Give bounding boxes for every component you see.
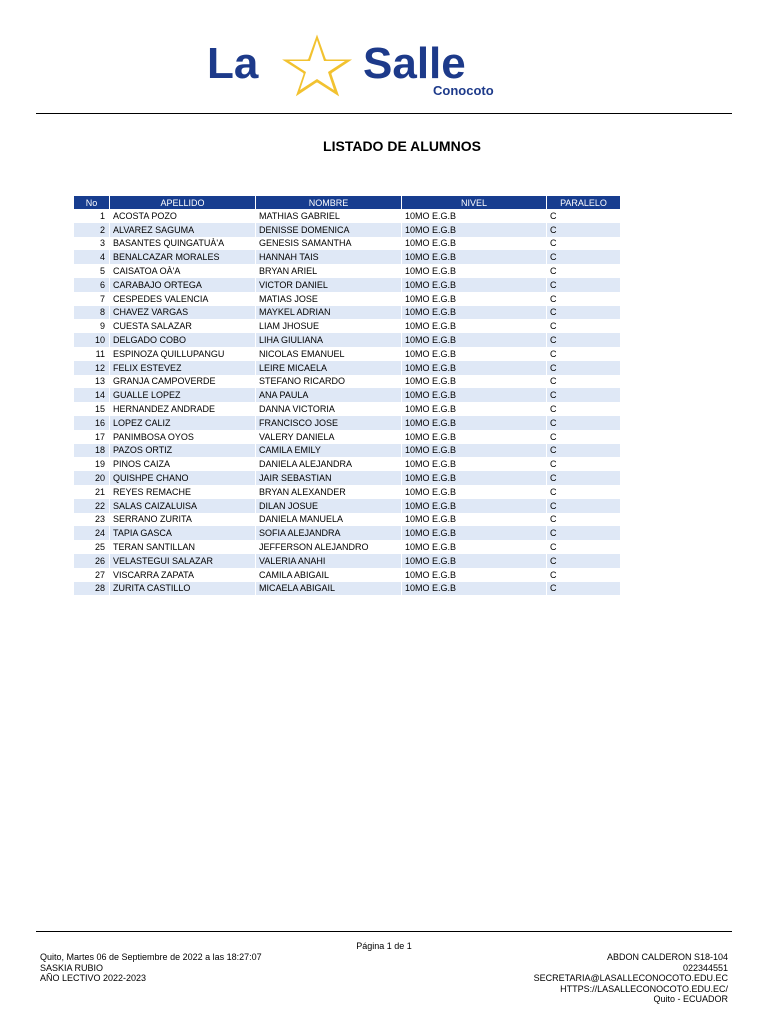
row-number: 23 (94, 514, 105, 525)
row-number: 17 (94, 431, 105, 442)
student-paralelo: C (547, 361, 620, 375)
student-paralelo: C (550, 348, 557, 359)
student-nivel: 10MO E.G.B (402, 526, 546, 540)
student-apellido: VELASTEGUI SALAZAR (110, 554, 255, 568)
row-number: 20 (74, 471, 109, 485)
footer-right (534, 952, 728, 1005)
student-apellido: TAPIA GASCA (110, 526, 255, 540)
table-row (74, 306, 620, 320)
table-row (74, 278, 620, 292)
student-nombre: STEFANO RICARDO (259, 376, 346, 387)
table-row (74, 457, 620, 471)
student-nivel: 10MO E.G.B (405, 404, 457, 415)
student-nombre: ANA PAULA (256, 388, 401, 402)
student-nivel: 10MO E.G.B (402, 471, 546, 485)
student-paralelo: C (550, 376, 557, 387)
student-nivel: 10MO E.G.B (405, 266, 457, 277)
student-nombre: BRYAN ALEXANDER (259, 486, 346, 497)
student-apellido: CHAVEZ VARGAS (110, 306, 255, 320)
student-nombre: JEFFERSON ALEJANDRO (259, 542, 369, 553)
student-paralelo: C (550, 542, 557, 553)
student-paralelo: C (550, 321, 557, 332)
row-number: 5 (99, 266, 105, 277)
student-apellido: HERNANDEZ ANDRADE (113, 404, 216, 415)
student-paralelo: C (547, 526, 620, 540)
col-nombre-header: NOMBRE (256, 196, 401, 209)
student-paralelo: C (550, 459, 557, 470)
student-apellido: SALAS CAIZALUISA (110, 499, 255, 513)
table-row (74, 388, 620, 402)
email: SECRETARIA@LASALLECONOCOTO.EDU.EC (533, 973, 728, 983)
table-row (74, 430, 620, 444)
student-nombre: DANIELA MANUELA (259, 514, 344, 525)
row-number: 16 (74, 416, 109, 430)
student-nombre: DILAN JOSUE (256, 499, 401, 513)
student-apellido: PINOS CAIZA (113, 459, 171, 470)
col-nivel-header: NIVEL (402, 196, 546, 209)
student-nivel: 10MO E.G.B (405, 569, 457, 580)
students-table (73, 196, 621, 595)
student-nombre: LEIRE MICAELA (256, 361, 401, 375)
student-paralelo: C (547, 582, 620, 596)
city-country: Quito - ECUADOR (653, 994, 728, 1004)
row-number: 26 (74, 554, 109, 568)
student-paralelo: C (550, 266, 557, 277)
student-apellido: GUALLE LOPEZ (110, 388, 255, 402)
school-logo (205, 26, 535, 100)
student-apellido: FELIX ESTEVEZ (110, 361, 255, 375)
col-paralelo-header: PARALELO (547, 196, 620, 209)
student-paralelo: C (550, 569, 557, 580)
student-nivel: 10MO E.G.B (405, 293, 457, 304)
row-number: 6 (74, 278, 109, 292)
table-row (74, 471, 620, 485)
student-paralelo: C (547, 444, 620, 458)
row-number: 19 (94, 459, 105, 470)
table-row (74, 209, 620, 223)
student-nivel: 10MO E.G.B (405, 486, 457, 497)
student-apellido: PAZOS ORTIZ (110, 444, 255, 458)
student-paralelo: C (547, 333, 620, 347)
school-year: AÑO LECTIVO 2022-2023 (40, 973, 147, 983)
student-nivel: 10MO E.G.B (405, 321, 457, 332)
student-nivel: 10MO E.G.B (405, 348, 457, 359)
student-apellido: VISCARRA ZAPATA (113, 569, 195, 580)
student-nombre: MATHIAS GABRIEL (259, 210, 340, 221)
student-nivel: 10MO E.G.B (405, 210, 457, 221)
student-nombre: LIHA GIULIANA (256, 333, 401, 347)
student-nivel: 10MO E.G.B (402, 333, 546, 347)
student-nombre: MICAELA ABIGAIL (256, 582, 401, 596)
student-nivel: 10MO E.G.B (402, 278, 546, 292)
student-apellido: CARABAJO ORTEGA (110, 278, 255, 292)
student-apellido: PANIMBOSA OYOS (113, 431, 194, 442)
student-nombre: CAMILA EMILY (256, 444, 401, 458)
student-nombre: DANIELA ALEJANDRA (259, 459, 353, 470)
student-nivel: 10MO E.G.B (405, 238, 457, 249)
student-nombre: VALERY DANIELA (259, 431, 335, 442)
table-row (74, 554, 620, 568)
student-nivel: 10MO E.G.B (402, 582, 546, 596)
student-nivel: 10MO E.G.B (402, 250, 546, 264)
table-row (74, 416, 620, 430)
student-nivel: 10MO E.G.B (405, 542, 457, 553)
student-paralelo: C (547, 388, 620, 402)
table-row (74, 264, 620, 278)
student-paralelo: C (550, 293, 557, 304)
row-number: 12 (74, 361, 109, 375)
student-paralelo: C (547, 250, 620, 264)
student-nivel: 10MO E.G.B (402, 554, 546, 568)
row-number: 13 (94, 376, 105, 387)
address: ABDON CALDERON S18-104 (606, 952, 728, 962)
row-number: 10 (74, 333, 109, 347)
table-row (74, 582, 620, 596)
student-nivel: 10MO E.G.B (405, 459, 457, 470)
logo-word-right: Salle (363, 39, 466, 88)
student-paralelo: C (547, 416, 620, 430)
student-paralelo: C (550, 514, 557, 525)
student-nombre: MAYKEL ADRIAN (256, 306, 401, 320)
table-row (74, 347, 620, 361)
row-number: 4 (74, 250, 109, 264)
table-row (74, 499, 620, 513)
student-paralelo: C (547, 306, 620, 320)
student-paralelo: C (547, 554, 620, 568)
student-apellido: ACOSTA POZO (113, 210, 177, 221)
student-apellido: LOPEZ CALIZ (110, 416, 255, 430)
page-number: Página 1 de 1 (356, 941, 412, 951)
row-number: 24 (74, 526, 109, 540)
student-nivel: 10MO E.G.B (405, 431, 457, 442)
student-paralelo: C (550, 404, 557, 415)
printed-by: SASKIA RUBIO (40, 962, 104, 973)
row-number: 7 (99, 293, 105, 304)
table-row (74, 333, 620, 347)
student-nombre: LIAM JHOSUE (259, 321, 320, 332)
student-nombre: BRYAN ARIEL (259, 266, 318, 277)
row-number: 9 (99, 321, 105, 332)
student-nombre: HANNAH TAIS (256, 250, 401, 264)
row-number: 25 (94, 542, 105, 553)
student-nombre: MATIAS JOSE (259, 293, 318, 304)
logo-subtitle: Conocoto (433, 83, 494, 98)
student-nivel: 10MO E.G.B (405, 514, 457, 525)
student-nombre: VICTOR DANIEL (256, 278, 401, 292)
table-row (74, 485, 620, 499)
table-row (74, 540, 620, 554)
student-paralelo: C (547, 278, 620, 292)
row-number: 14 (74, 388, 109, 402)
student-nombre: DANNA VICTORIA (259, 404, 335, 415)
student-nombre: GENESIS SAMANTHA (259, 238, 352, 249)
logo-word-left: La (207, 39, 259, 88)
student-nivel: 10MO E.G.B (402, 416, 546, 430)
student-nombre: NICOLAS EMANUEL (259, 348, 345, 359)
student-apellido: GRANJA CAMPOVERDE (113, 376, 216, 387)
table-row (74, 375, 620, 389)
print-date: Quito, Martes 06 de Septiembre de 2022 a las 18:27:07 (40, 952, 262, 962)
website: HTTPS://LASALLECONOCOTO.EDU.EC/ (560, 983, 728, 994)
table-header-row (74, 196, 620, 209)
row-number: 1 (99, 210, 105, 221)
student-apellido: ALVAREZ SAGUMA (110, 223, 255, 237)
row-number: 22 (74, 499, 109, 513)
student-nivel: 10MO E.G.B (402, 223, 546, 237)
table-row (74, 361, 620, 375)
student-nombre: CAMILA ABIGAIL (259, 569, 330, 580)
row-number: 15 (94, 404, 105, 415)
student-nivel: 10MO E.G.B (402, 361, 546, 375)
student-nombre: JAIR SEBASTIAN (256, 471, 401, 485)
table-row (74, 237, 620, 251)
row-number: 3 (99, 238, 105, 249)
student-nivel: 10MO E.G.B (405, 376, 457, 387)
student-apellido: CAISATOA OÀ'A (113, 266, 181, 277)
student-apellido: TERAN SANTILLAN (113, 542, 196, 553)
student-paralelo: C (550, 238, 557, 249)
student-nivel: 10MO E.G.B (402, 444, 546, 458)
row-number: 21 (94, 486, 105, 497)
student-apellido: CUESTA SALAZAR (113, 321, 192, 332)
row-number: 2 (74, 223, 109, 237)
row-number: 18 (74, 444, 109, 458)
student-nombre: DENISSE DOMENICA (256, 223, 401, 237)
student-apellido: ESPINOZA QUILLUPANGU (113, 348, 225, 359)
student-nivel: 10MO E.G.B (402, 306, 546, 320)
student-apellido: DELGADO COBO (110, 333, 255, 347)
student-apellido: CESPEDES VALENCIA (113, 293, 209, 304)
table-row (74, 402, 620, 416)
row-number: 27 (94, 569, 105, 580)
col-apellido-header: APELLIDO (110, 196, 255, 209)
student-nombre: VALERIA ANAHI (256, 554, 401, 568)
student-apellido: QUISHPE CHANO (110, 471, 255, 485)
footer-left (40, 952, 262, 984)
row-number: 8 (74, 306, 109, 320)
student-paralelo: C (547, 499, 620, 513)
table-row (74, 568, 620, 582)
student-nombre: SOFIA ALEJANDRA (256, 526, 401, 540)
student-nivel: 10MO E.G.B (402, 499, 546, 513)
col-no-header: No (74, 196, 109, 209)
student-paralelo: C (550, 486, 557, 497)
table-row (74, 319, 620, 333)
student-paralelo: C (547, 471, 620, 485)
page-title: LISTADO DE ALUMNOS (323, 138, 481, 154)
header-divider (36, 113, 732, 114)
table-row (74, 513, 620, 527)
student-apellido: ZURITA CASTILLO (110, 582, 255, 596)
student-nivel: 10MO E.G.B (402, 388, 546, 402)
footer-divider (36, 931, 732, 932)
student-apellido: REYES REMACHE (113, 486, 192, 497)
student-apellido: BASANTES QUINGATUÀ'A (113, 238, 225, 249)
table-row (74, 250, 620, 264)
table-row (74, 292, 620, 306)
phone: 022344551 (682, 962, 728, 973)
student-apellido: BENALCAZAR MORALES (110, 250, 255, 264)
table-row (74, 223, 620, 237)
table-row (74, 444, 620, 458)
student-nombre: FRANCISCO JOSE (256, 416, 401, 430)
student-paralelo: C (550, 210, 557, 221)
table-row (74, 526, 620, 540)
row-number: 11 (95, 348, 105, 359)
row-number: 28 (74, 582, 109, 596)
student-paralelo: C (550, 431, 557, 442)
student-apellido: SERRANO ZURITA (113, 514, 192, 525)
student-paralelo: C (547, 223, 620, 237)
